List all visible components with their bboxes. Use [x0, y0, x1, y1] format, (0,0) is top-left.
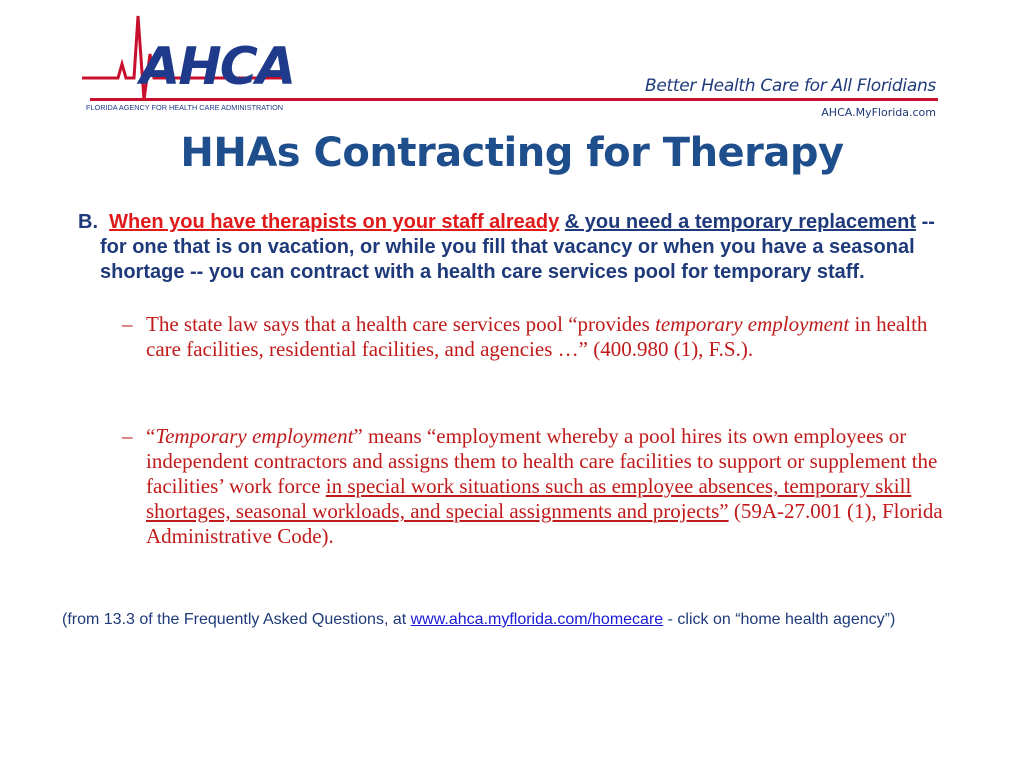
footnote-text-after: - click on “home health agency”) [663, 611, 896, 628]
sub-point-italic: temporary employment [655, 312, 850, 336]
sub-point-text-after: (59A-27.001 (1), Florida Administrative Code). [146, 499, 943, 548]
main-point-text: -- for one that is on vacation, or while you fill that vacancy or when you have a seasonal shortage -- you can contract with a health care services pool for temporary staff. [100, 211, 935, 283]
logo-text: AHCA [140, 37, 295, 97]
slide-title: HHAs Contracting for Therapy [180, 130, 844, 176]
sub-point-text-after: in health care facilities, residential facilities, and agencies …” (400.980 (1), F.S.). [146, 312, 928, 361]
sub-point-definition [122, 424, 962, 549]
sub-point-text-before: The state law says that a health care services pool “provides [146, 312, 656, 336]
site-url: AHCA.MyFlorida.com [821, 106, 936, 119]
footnote-text-before: (from 13.3 of the Frequently Asked Questions, at [62, 611, 411, 628]
staff-already-phrase: When you have therapists on your staff already [109, 211, 560, 233]
sub-point-state-law [122, 312, 962, 362]
tagline: Better Health Care for All Floridians [644, 76, 936, 96]
special-situations-phrase: in special work situations such as employee absences, temporary skill shortages, seasonal workloads, and special assignments and projects” [146, 474, 912, 523]
sub-point-italic: Temporary employment [155, 424, 354, 448]
main-point [78, 210, 958, 285]
header-rule [90, 98, 938, 101]
dash-bullet: – [122, 312, 133, 336]
logo-subtext: FLORIDA AGENCY FOR HEALTH CARE ADMINISTRATION [86, 103, 284, 112]
quote-open: “ [146, 424, 156, 448]
dash-bullet: – [122, 424, 133, 448]
source-footnote [62, 610, 972, 630]
homecare-link[interactable]: www.ahca.myflorida.com/homecare [410, 611, 664, 628]
sub-point-text-before: ” means “employment whereby a pool hires its own employees or independent contractors and assigns them to health care facilities to support or supplement the facilities’ work force [146, 424, 938, 498]
main-point-marker: B. [78, 211, 98, 233]
temporary-replacement-phrase: & you need a temporary replacement [564, 211, 917, 233]
